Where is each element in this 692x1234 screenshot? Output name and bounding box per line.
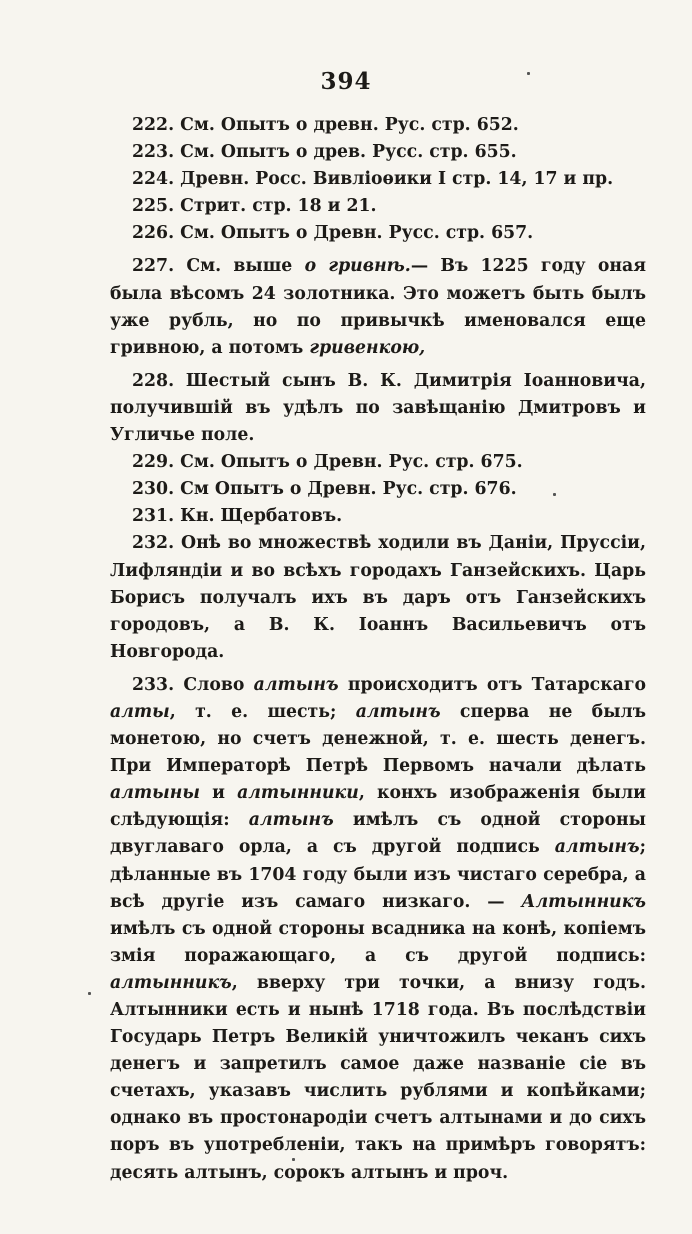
note-225: 225. Стрит. стр. 18 и 21. (132, 196, 377, 217)
note-233-p11: , конхъ изображенія были слѣдующія: (110, 783, 646, 831)
paper-speck (88, 992, 91, 995)
note-233 (110, 672, 646, 1187)
note-222: 222. См. Опытъ о древн. Рус. стр. 652. (132, 115, 519, 135)
paper-speck (553, 493, 556, 496)
note-226: 226. См. Опытъ о Древн. Русс. стр. 657. (132, 223, 534, 244)
note-229: 229. См. Опытъ о Древн. Рус. стр. 675. (132, 452, 523, 473)
note-233-p10: алтынники (237, 783, 359, 804)
note-233-p1: 233. Слово (132, 674, 254, 695)
note-227-italic-b: о гривнѣ. (304, 256, 411, 277)
note-230: 230. См Опытъ о Древн. Рус. стр. 676. (132, 479, 517, 500)
note-233-p8: алтыны (110, 783, 200, 804)
note-223: 223. См. Опытъ о древ. Русс. стр. 655. (132, 142, 517, 163)
note-233-p17: имѣлъ съ одной стороны всадника на конѣ, копіемъ змія поражающаго, а съ другой подпись: (110, 918, 646, 966)
note-233-p14: алтынъ (554, 837, 640, 858)
note-233-p9: и (199, 783, 238, 804)
paper-speck (292, 1158, 295, 1161)
page-number: 394 (320, 68, 372, 95)
paper-speck (527, 72, 530, 75)
note-233-p4: алты (110, 701, 170, 722)
note-233-p12: алтынъ (248, 810, 334, 831)
note-227-italic-d: гривенкою, (309, 337, 426, 358)
note-228: 228. Шестый сынъ В. К. Димитрія Іоанновича, получившій въ удѣлъ по завѣщанію Дмитровъ и Угличье поле. (110, 370, 646, 446)
footnotes-block (110, 112, 646, 1187)
note-233-p3: происходитъ отъ Татарскаго (338, 674, 646, 695)
note-231: 231. Кн. Щербатовъ. (132, 506, 343, 527)
note-227-text-a: 227. См. выше (132, 256, 305, 277)
note-233-p15: ; дѣланные въ 1704 году были изъ чистаго серебра, а всѣ другіе изъ самаго низкаго. — (110, 837, 646, 912)
note-227 (110, 253, 646, 361)
note-232: 232. Онѣ во множествѣ ходили въ Даніи, Пруссіи, Лифляндіи и во всѣхъ городахъ Ганзейскихъ. Царь Борисъ получалъ ихъ въ даръ отъ Ганзейскихъ городовъ, а В. К. Іоаннъ Васильевичъ отъ Новгорода. (110, 533, 646, 662)
note-233-p7: сперва не былъ монетою, но счетъ денежной, т. е. шесть денегъ. При Императорѣ Петрѣ Первомъ начали дѣлать (110, 701, 646, 777)
note-233-p16: Алтынникъ (521, 891, 646, 912)
note-233-p18: алтынникъ (110, 972, 232, 993)
note-233-p5: , т. е. шесть; (169, 701, 356, 722)
note-233-p6: алтынъ (355, 701, 441, 722)
note-233-p13: имѣлъ съ одной стороны двуглаваго орла, а съ другой подпись (110, 810, 646, 858)
note-227-text-c: — Въ 1225 году оная была вѣсомъ 24 золотника. Это можетъ быть былъ уже рубль, но по привычкѣ именовался еще гривною, а потомъ (110, 256, 646, 358)
note-224: 224. Древн. Росс. Вивліоѳики I стр. 14, 17 и пр. (132, 169, 614, 190)
note-233-p2: алтынъ (253, 674, 339, 695)
note-233-p19: , вверху три точки, а внизу годъ. Алтынники есть и нынѣ 1718 года. Въ послѣдствіи Государь Петръ Великій уничтожилъ чеканъ сихъ денегъ и запретилъ самое даже названіе сіе въ счетахъ, указавъ числить рублями и копѣйками; однако въ простонародіи счетъ алтынами и до сихъ поръ въ употребленіи, такъ на примѣръ говорятъ: десять алтынъ, сорокъ алтынъ и проч. (110, 972, 646, 1183)
